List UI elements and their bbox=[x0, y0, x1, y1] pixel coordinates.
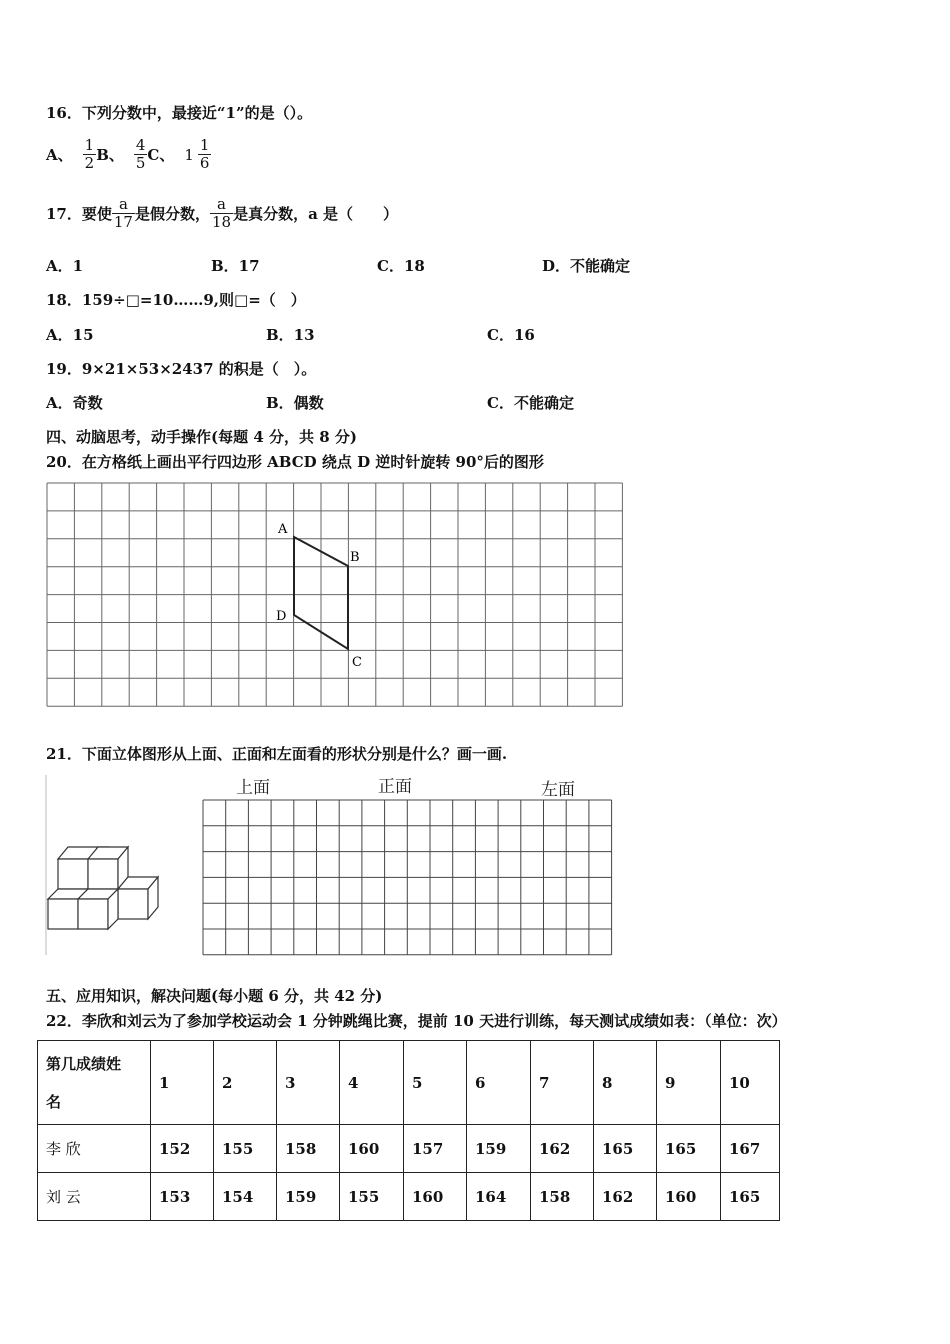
table-header-row bbox=[38, 1041, 780, 1125]
score-cell: 155 bbox=[340, 1173, 404, 1221]
q16-option-a-label: A、 bbox=[46, 146, 73, 164]
q17-option-b: B．17 bbox=[211, 257, 260, 275]
score-cell: 160 bbox=[340, 1125, 404, 1173]
q18-option-b: B．13 bbox=[266, 326, 315, 344]
q17-f1-denominator: 17 bbox=[113, 213, 133, 231]
header-day-1: 1 bbox=[151, 1041, 214, 1125]
row-name: 刘 云 bbox=[38, 1173, 151, 1221]
q19-option-c: C．不能确定 bbox=[487, 394, 574, 412]
q16-option-c-fraction bbox=[198, 137, 212, 172]
q16-option-a-fraction bbox=[83, 137, 97, 172]
score-cell: 154 bbox=[214, 1173, 277, 1221]
q16-a-numerator: 1 bbox=[84, 136, 95, 154]
q16-b-numerator: 4 bbox=[135, 136, 146, 154]
header-day-2: 2 bbox=[214, 1041, 277, 1125]
score-cell: 158 bbox=[277, 1125, 340, 1173]
header-day-10: 10 bbox=[721, 1041, 780, 1125]
header-day-9: 9 bbox=[657, 1041, 721, 1125]
q21-stem: 21．下面立体图形从上面、正面和左面看的形状分别是什么？画一画. bbox=[46, 745, 508, 763]
q16-option-b-fraction bbox=[134, 137, 148, 172]
q16-stem: 16．下列分数中，最接近“1”的是（）。 bbox=[46, 104, 313, 122]
header-day-4: 4 bbox=[340, 1041, 404, 1125]
point-a-label: A bbox=[278, 522, 288, 537]
q20-stem: 20．在方格纸上画出平行四边形 ABCD 绕点 D 逆时针旋转 90°后的图形 bbox=[46, 453, 544, 471]
cube-stack-figure bbox=[44, 775, 164, 957]
score-cell: 165 bbox=[594, 1125, 657, 1173]
q17-mid: 是假分数， bbox=[134, 205, 210, 223]
q16-option-b-label: B、 bbox=[96, 146, 124, 164]
grid-lines bbox=[47, 483, 622, 706]
section-4-title: 四、动脑思考，动手操作(每题 4 分，共 8 分) bbox=[46, 428, 357, 446]
score-table bbox=[37, 1040, 780, 1221]
score-cell: 164 bbox=[467, 1173, 531, 1221]
view-label-left: 左面 bbox=[541, 780, 575, 800]
table-row bbox=[38, 1125, 780, 1173]
score-cell: 162 bbox=[594, 1173, 657, 1221]
drawing-grid-lines bbox=[203, 800, 612, 955]
score-cell: 165 bbox=[657, 1125, 721, 1173]
header-day-6: 6 bbox=[467, 1041, 531, 1125]
header-line-1: 第几成绩姓 bbox=[46, 1054, 122, 1073]
q16-option-c-label: C、 bbox=[147, 146, 175, 164]
score-cell: 159 bbox=[467, 1125, 531, 1173]
header-day-3: 3 bbox=[277, 1041, 340, 1125]
q16-c-numerator: 1 bbox=[199, 136, 210, 154]
row-name: 李 欣 bbox=[38, 1125, 151, 1173]
q17-suffix: 是真分数，a 是（ ） bbox=[233, 205, 399, 223]
score-cell: 159 bbox=[277, 1173, 340, 1221]
view-label-top: 上面 bbox=[236, 778, 270, 798]
q19-option-a: A．奇数 bbox=[46, 394, 103, 412]
score-cell: 162 bbox=[531, 1125, 594, 1173]
header-day-5: 5 bbox=[404, 1041, 467, 1125]
q17-option-a: A．1 bbox=[46, 257, 84, 275]
q17-prefix: 17．要使 bbox=[46, 205, 112, 223]
score-cell: 152 bbox=[151, 1125, 214, 1173]
score-cell: 160 bbox=[404, 1173, 467, 1221]
q17-fraction-2 bbox=[210, 196, 233, 231]
score-cell: 165 bbox=[721, 1173, 780, 1221]
section-5-title: 五、应用知识，解决问题(每小题 6 分，共 42 分) bbox=[46, 987, 383, 1005]
header-corner-cell bbox=[38, 1041, 151, 1125]
score-cell: 157 bbox=[404, 1125, 467, 1173]
score-cell: 160 bbox=[657, 1173, 721, 1221]
q20-grid-paper bbox=[46, 482, 624, 708]
q19-option-b: B．偶数 bbox=[266, 394, 324, 412]
q17-option-c: C．18 bbox=[377, 257, 425, 275]
q17-f2-numerator: a bbox=[210, 196, 233, 214]
point-d-label: D bbox=[276, 609, 287, 624]
q22-stem: 22．李欣和刘云为了参加学校运动会 1 分钟跳绳比赛，提前 10 天进行训练，每天测试成绩如表：（单位：次） bbox=[46, 1012, 787, 1030]
q18-option-a: A．15 bbox=[46, 326, 94, 344]
q18-option-c: C．16 bbox=[487, 326, 535, 344]
score-cell: 167 bbox=[721, 1125, 780, 1173]
table-row bbox=[38, 1173, 780, 1221]
q16-c-whole: 1 bbox=[184, 145, 194, 164]
q17-stem bbox=[46, 196, 398, 231]
score-cell: 153 bbox=[151, 1173, 214, 1221]
q17-option-d: D．不能确定 bbox=[542, 257, 631, 275]
q16-b-denominator: 5 bbox=[135, 154, 146, 172]
point-b-label: B bbox=[350, 550, 360, 565]
q21-drawing-grid[interactable] bbox=[202, 799, 614, 957]
q17-fraction-1 bbox=[112, 196, 135, 231]
q19-stem: 19．9×21×53×2437 的积是（ ）。 bbox=[46, 360, 317, 378]
score-cell: 155 bbox=[214, 1125, 277, 1173]
q16-c-denominator: 6 bbox=[199, 154, 210, 172]
view-label-front: 正面 bbox=[378, 777, 412, 797]
q16-a-denominator: 2 bbox=[84, 154, 95, 172]
q18-stem: 18．159÷□=10……9,则□=（ ） bbox=[46, 291, 306, 309]
score-cell: 158 bbox=[531, 1173, 594, 1221]
header-day-8: 8 bbox=[594, 1041, 657, 1125]
header-line-2: 名 bbox=[46, 1092, 62, 1111]
q16-options bbox=[46, 137, 211, 172]
point-c-label: C bbox=[352, 655, 362, 670]
q17-f1-numerator: a bbox=[112, 196, 135, 214]
q17-f2-denominator: 18 bbox=[211, 213, 232, 231]
header-day-7: 7 bbox=[531, 1041, 594, 1125]
